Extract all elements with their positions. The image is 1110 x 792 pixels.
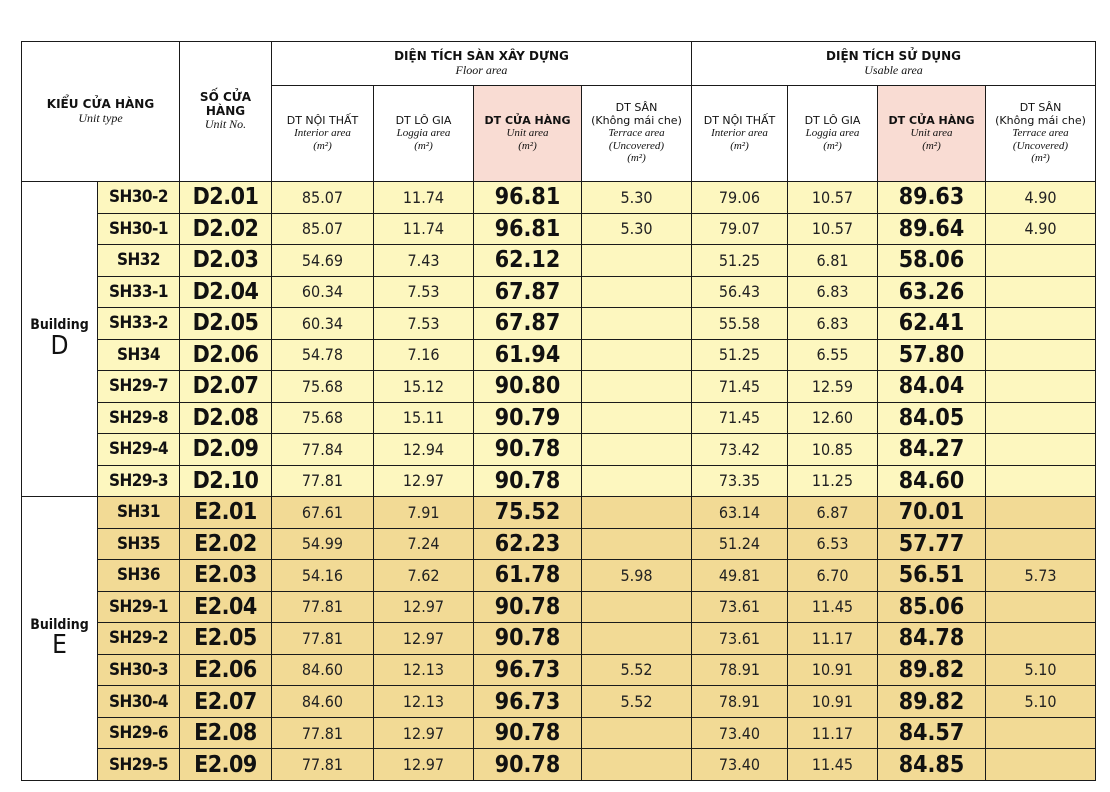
usable-interior-header — [692, 86, 788, 182]
usable-loggia-cell: 12.60 — [788, 402, 878, 434]
unit-type-cell: SH30-2 — [98, 182, 180, 214]
floor-loggia-cell: 12.13 — [374, 686, 474, 718]
usable-terrace-cell — [986, 749, 1096, 781]
floor-unit-area-cell: 61.94 — [474, 339, 582, 371]
col-label-en2: (Uncovered) — [1012, 139, 1069, 152]
unit-no-cell: D2.02 — [180, 213, 272, 245]
usable-unit-area-cell: 58.06 — [878, 245, 986, 277]
usable-unit-area-cell: 63.26 — [878, 276, 986, 308]
table-row — [22, 528, 1096, 560]
unit-no-header — [180, 42, 272, 182]
usable-unit-area-cell: 84.85 — [878, 749, 986, 781]
usable-unit-area-cell: 84.04 — [878, 371, 986, 403]
floor-unit-area-cell: 96.73 — [474, 654, 582, 686]
unit-no-cell: E2.01 — [180, 497, 272, 529]
usable-interior-cell: 63.14 — [692, 497, 788, 529]
floor-interior-cell: 54.69 — [272, 245, 374, 277]
usable-terrace-cell — [986, 371, 1096, 403]
floor-terrace-cell — [582, 623, 692, 655]
floor-interior-header — [272, 86, 374, 182]
usable-loggia-header — [788, 86, 878, 182]
usable-terrace-cell: 5.10 — [986, 686, 1096, 718]
col-label-vi: DT NỘI THẤT — [703, 113, 776, 127]
floor-unit-area-cell: 90.80 — [474, 371, 582, 403]
usable-interior-cell: 73.61 — [692, 591, 788, 623]
unit-no-cell: D2.05 — [180, 308, 272, 340]
floor-area-header — [272, 42, 692, 86]
usable-unit-area-cell: 84.78 — [878, 623, 986, 655]
building-word: Building — [30, 317, 89, 334]
unit-no-cell: D2.03 — [180, 245, 272, 277]
table-row — [22, 276, 1096, 308]
unit-type-cell: SH29-2 — [98, 623, 180, 655]
col-unit: (m²) — [922, 139, 941, 152]
col-label-vi2: (Không mái che) — [591, 113, 682, 127]
floor-terrace-cell — [582, 339, 692, 371]
floor-loggia-cell: 11.74 — [374, 182, 474, 214]
unit-no-cell: E2.09 — [180, 749, 272, 781]
usable-interior-cell: 71.45 — [692, 402, 788, 434]
table-row — [22, 434, 1096, 466]
floor-loggia-cell: 15.12 — [374, 371, 474, 403]
usable-loggia-cell: 11.25 — [788, 465, 878, 497]
unit-type-cell: SH31 — [98, 497, 180, 529]
building-letter: D — [50, 330, 69, 361]
usable-loggia-cell: 10.57 — [788, 182, 878, 214]
usable-terrace-cell: 4.90 — [986, 182, 1096, 214]
unit-type-cell: SH36 — [98, 560, 180, 592]
usable-area-label-en: Usable area — [864, 62, 923, 77]
table-row — [22, 560, 1096, 592]
floor-terrace-cell — [582, 528, 692, 560]
usable-terrace-cell — [986, 623, 1096, 655]
table-row — [22, 497, 1096, 529]
table-row — [22, 465, 1096, 497]
floor-loggia-header — [374, 86, 474, 182]
unit-type-header — [22, 42, 180, 182]
col-label-vi: DT NỘI THẤT — [286, 113, 359, 127]
usable-loggia-cell: 11.45 — [788, 749, 878, 781]
col-label-vi: DT LÔ GIA — [804, 113, 861, 127]
usable-unit-area-cell: 84.27 — [878, 434, 986, 466]
unit-type-cell: SH29-7 — [98, 371, 180, 403]
unit-type-cell: SH30-4 — [98, 686, 180, 718]
usable-interior-cell: 51.25 — [692, 245, 788, 277]
floor-terrace-cell: 5.30 — [582, 182, 692, 214]
usable-terrace-cell: 5.73 — [986, 560, 1096, 592]
floor-loggia-cell: 12.13 — [374, 654, 474, 686]
table-row — [22, 717, 1096, 749]
table-row — [22, 686, 1096, 718]
floor-interior-cell: 77.81 — [272, 465, 374, 497]
floor-terrace-cell — [582, 434, 692, 466]
floor-interior-cell: 54.16 — [272, 560, 374, 592]
floor-terrace-cell — [582, 497, 692, 529]
unit-no-cell: D2.01 — [180, 182, 272, 214]
floor-unit-area-header — [474, 86, 582, 182]
usable-terrace-cell — [986, 402, 1096, 434]
floor-loggia-cell: 7.43 — [374, 245, 474, 277]
col-label-vi: DT SÂN — [615, 100, 658, 114]
usable-interior-cell: 73.35 — [692, 465, 788, 497]
floor-interior-cell: 54.78 — [272, 339, 374, 371]
floor-unit-area-cell: 90.78 — [474, 623, 582, 655]
col-unit: (m²) — [313, 139, 332, 152]
floor-unit-area-cell: 90.78 — [474, 591, 582, 623]
floor-loggia-cell: 15.11 — [374, 402, 474, 434]
usable-terrace-cell — [986, 276, 1096, 308]
unit-type-cell: SH34 — [98, 339, 180, 371]
unit-no-cell: E2.05 — [180, 623, 272, 655]
usable-terrace-cell: 4.90 — [986, 213, 1096, 245]
usable-unit-area-cell: 84.60 — [878, 465, 986, 497]
floor-interior-cell: 77.81 — [272, 717, 374, 749]
unit-no-cell: D2.10 — [180, 465, 272, 497]
col-label-en: Interior area — [294, 127, 351, 140]
unit-type-cell: SH32 — [98, 245, 180, 277]
unit-no-cell: E2.07 — [180, 686, 272, 718]
usable-unit-area-cell: 84.05 — [878, 402, 986, 434]
usable-interior-cell: 73.40 — [692, 749, 788, 781]
unit-type-cell: SH29-1 — [98, 591, 180, 623]
unit-no-label-en: Unit No. — [204, 117, 247, 132]
usable-loggia-cell: 10.85 — [788, 434, 878, 466]
floor-loggia-cell: 12.97 — [374, 749, 474, 781]
floor-area-label-en: Floor area — [455, 62, 508, 77]
floor-unit-area-cell: 61.78 — [474, 560, 582, 592]
usable-terrace-cell — [986, 528, 1096, 560]
unit-type-cell: SH29-6 — [98, 717, 180, 749]
unit-no-cell: E2.08 — [180, 717, 272, 749]
table-row — [22, 623, 1096, 655]
col-unit: (m²) — [1031, 152, 1050, 165]
unit-type-cell: SH30-1 — [98, 213, 180, 245]
floor-interior-cell: 77.84 — [272, 434, 374, 466]
unit-type-label-vi: KIỂU CỬA HÀNG — [46, 96, 155, 111]
floor-interior-cell: 84.60 — [272, 686, 374, 718]
floor-interior-cell: 75.68 — [272, 371, 374, 403]
floor-terrace-cell — [582, 749, 692, 781]
col-label-en: Terrace area — [1012, 127, 1069, 140]
usable-loggia-cell: 6.81 — [788, 245, 878, 277]
floor-terrace-cell — [582, 465, 692, 497]
floor-terrace-cell: 5.52 — [582, 686, 692, 718]
floor-terrace-cell — [582, 371, 692, 403]
unit-type-cell: SH30-3 — [98, 654, 180, 686]
table-row — [22, 402, 1096, 434]
floor-interior-cell: 54.99 — [272, 528, 374, 560]
usable-unit-area-cell: 57.77 — [878, 528, 986, 560]
unit-no-cell: E2.06 — [180, 654, 272, 686]
floor-loggia-cell: 7.53 — [374, 308, 474, 340]
floor-terrace-cell — [582, 276, 692, 308]
table-row — [22, 749, 1096, 781]
floor-unit-area-cell: 90.78 — [474, 717, 582, 749]
usable-unit-area-cell: 89.63 — [878, 182, 986, 214]
unit-type-cell: SH29-8 — [98, 402, 180, 434]
floor-loggia-cell: 7.16 — [374, 339, 474, 371]
floor-loggia-cell: 7.62 — [374, 560, 474, 592]
unit-no-cell: D2.06 — [180, 339, 272, 371]
floor-unit-area-cell: 90.78 — [474, 465, 582, 497]
usable-interior-cell: 51.25 — [692, 339, 788, 371]
unit-type-cell: SH33-2 — [98, 308, 180, 340]
floor-unit-area-cell: 75.52 — [474, 497, 582, 529]
col-label-vi: DT CỬA HÀNG — [484, 113, 571, 127]
col-unit: (m²) — [414, 139, 433, 152]
usable-unit-area-cell: 85.06 — [878, 591, 986, 623]
col-unit: (m²) — [627, 152, 646, 165]
usable-terrace-cell — [986, 717, 1096, 749]
col-label-en: Loggia area — [805, 127, 860, 140]
col-label-en: Unit area — [506, 127, 549, 140]
floor-unit-area-cell: 62.12 — [474, 245, 582, 277]
unit-no-cell: D2.08 — [180, 402, 272, 434]
col-label-vi: DT CỬA HÀNG — [888, 113, 975, 127]
usable-unit-area-cell: 56.51 — [878, 560, 986, 592]
usable-loggia-cell: 6.87 — [788, 497, 878, 529]
floor-unit-area-cell: 96.81 — [474, 213, 582, 245]
usable-interior-cell: 51.24 — [692, 528, 788, 560]
floor-loggia-cell: 11.74 — [374, 213, 474, 245]
col-label-vi: DT LÔ GIA — [395, 113, 452, 127]
table-body — [22, 182, 1096, 781]
col-label-en: Loggia area — [396, 127, 451, 140]
col-label-en: Terrace area — [608, 127, 665, 140]
floor-terrace-cell — [582, 717, 692, 749]
area-table — [21, 41, 1096, 781]
usable-terrace-cell — [986, 434, 1096, 466]
usable-interior-cell: 56.43 — [692, 276, 788, 308]
col-label-en2: (Uncovered) — [608, 139, 665, 152]
building-label — [22, 182, 98, 497]
floor-interior-cell: 84.60 — [272, 654, 374, 686]
usable-loggia-cell: 10.91 — [788, 686, 878, 718]
usable-terrace-cell — [986, 339, 1096, 371]
floor-unit-area-cell: 67.87 — [474, 276, 582, 308]
usable-loggia-cell: 11.17 — [788, 717, 878, 749]
floor-loggia-cell: 7.53 — [374, 276, 474, 308]
table-row — [22, 182, 1096, 214]
floor-unit-area-cell: 96.73 — [474, 686, 582, 718]
floor-unit-area-cell: 90.79 — [474, 402, 582, 434]
unit-no-cell: D2.07 — [180, 371, 272, 403]
floor-interior-cell: 77.81 — [272, 623, 374, 655]
floor-interior-cell: 60.34 — [272, 308, 374, 340]
floor-interior-cell: 77.81 — [272, 749, 374, 781]
floor-unit-area-cell: 67.87 — [474, 308, 582, 340]
usable-interior-cell: 73.61 — [692, 623, 788, 655]
floor-loggia-cell: 7.24 — [374, 528, 474, 560]
usable-terrace-header — [986, 86, 1096, 182]
usable-interior-cell: 78.91 — [692, 686, 788, 718]
usable-terrace-cell — [986, 497, 1096, 529]
usable-loggia-cell: 6.53 — [788, 528, 878, 560]
floor-unit-area-cell: 62.23 — [474, 528, 582, 560]
col-label-vi: DT SÂN — [1019, 100, 1062, 114]
floor-terrace-cell — [582, 402, 692, 434]
floor-interior-cell: 67.61 — [272, 497, 374, 529]
usable-area-label-vi: DIỆN TÍCH SỬ DỤNG — [826, 48, 961, 63]
usable-unit-area-cell: 89.82 — [878, 686, 986, 718]
usable-terrace-cell — [986, 245, 1096, 277]
floor-terrace-cell — [582, 245, 692, 277]
usable-terrace-cell: 5.10 — [986, 654, 1096, 686]
usable-unit-area-cell: 89.64 — [878, 213, 986, 245]
usable-interior-cell: 79.06 — [692, 182, 788, 214]
usable-loggia-cell: 6.83 — [788, 276, 878, 308]
floor-interior-cell: 75.68 — [272, 402, 374, 434]
usable-area-header — [692, 42, 1096, 86]
floor-terrace-cell — [582, 308, 692, 340]
floor-loggia-cell: 7.91 — [374, 497, 474, 529]
unit-no-cell: E2.04 — [180, 591, 272, 623]
floor-unit-area-cell: 96.81 — [474, 182, 582, 214]
usable-interior-cell: 71.45 — [692, 371, 788, 403]
floor-interior-cell: 85.07 — [272, 182, 374, 214]
table-row — [22, 654, 1096, 686]
floor-loggia-cell: 12.97 — [374, 717, 474, 749]
usable-loggia-cell: 10.57 — [788, 213, 878, 245]
floor-interior-cell: 85.07 — [272, 213, 374, 245]
floor-interior-cell: 77.81 — [272, 591, 374, 623]
table-row — [22, 213, 1096, 245]
floor-terrace-header — [582, 86, 692, 182]
usable-terrace-cell — [986, 465, 1096, 497]
table-row — [22, 245, 1096, 277]
unit-type-cell: SH35 — [98, 528, 180, 560]
floor-terrace-cell: 5.52 — [582, 654, 692, 686]
unit-no-label-vi: SỐ CỬA HÀNG — [199, 89, 252, 118]
building-word: Building — [30, 616, 89, 633]
usable-loggia-cell: 6.83 — [788, 308, 878, 340]
floor-interior-cell: 60.34 — [272, 276, 374, 308]
table-header — [22, 42, 1096, 182]
usable-interior-cell: 79.07 — [692, 213, 788, 245]
floor-terrace-cell: 5.30 — [582, 213, 692, 245]
col-unit: (m²) — [518, 139, 537, 152]
building-label — [22, 497, 98, 781]
usable-interior-cell: 78.91 — [692, 654, 788, 686]
floor-loggia-cell: 12.97 — [374, 591, 474, 623]
floor-loggia-cell: 12.97 — [374, 465, 474, 497]
col-unit: (m²) — [730, 139, 749, 152]
col-label-vi2: (Không mái che) — [995, 113, 1086, 127]
usable-terrace-cell — [986, 308, 1096, 340]
usable-loggia-cell: 12.59 — [788, 371, 878, 403]
unit-no-cell: E2.02 — [180, 528, 272, 560]
unit-type-cell: SH29-4 — [98, 434, 180, 466]
unit-type-cell: SH29-3 — [98, 465, 180, 497]
usable-loggia-cell: 11.17 — [788, 623, 878, 655]
floor-loggia-cell: 12.97 — [374, 623, 474, 655]
usable-loggia-cell: 11.45 — [788, 591, 878, 623]
usable-loggia-cell: 10.91 — [788, 654, 878, 686]
table-row — [22, 308, 1096, 340]
usable-unit-area-cell: 89.82 — [878, 654, 986, 686]
floor-unit-area-cell: 90.78 — [474, 434, 582, 466]
unit-no-cell: D2.09 — [180, 434, 272, 466]
floor-area-label-vi: DIỆN TÍCH SÀN XÂY DỰNG — [394, 48, 569, 63]
table-row — [22, 591, 1096, 623]
floor-terrace-cell — [582, 591, 692, 623]
floor-unit-area-cell: 90.78 — [474, 749, 582, 781]
unit-no-cell: E2.03 — [180, 560, 272, 592]
usable-unit-area-cell: 70.01 — [878, 497, 986, 529]
usable-loggia-cell: 6.70 — [788, 560, 878, 592]
floor-loggia-cell: 12.94 — [374, 434, 474, 466]
usable-interior-cell: 73.42 — [692, 434, 788, 466]
unit-no-cell: D2.04 — [180, 276, 272, 308]
usable-interior-cell: 49.81 — [692, 560, 788, 592]
usable-unit-area-cell: 84.57 — [878, 717, 986, 749]
col-unit: (m²) — [823, 139, 842, 152]
unit-type-label-en: Unit type — [78, 110, 123, 125]
usable-unit-area-cell: 57.80 — [878, 339, 986, 371]
usable-unit-area-header — [878, 86, 986, 182]
table-row — [22, 339, 1096, 371]
building-letter: E — [52, 630, 67, 661]
floor-terrace-cell: 5.98 — [582, 560, 692, 592]
usable-interior-cell: 55.58 — [692, 308, 788, 340]
usable-loggia-cell: 6.55 — [788, 339, 878, 371]
col-label-en: Unit area — [910, 127, 953, 140]
usable-terrace-cell — [986, 591, 1096, 623]
usable-unit-area-cell: 62.41 — [878, 308, 986, 340]
usable-interior-cell: 73.40 — [692, 717, 788, 749]
table-row — [22, 371, 1096, 403]
unit-type-cell: SH29-5 — [98, 749, 180, 781]
unit-type-cell: SH33-1 — [98, 276, 180, 308]
col-label-en: Interior area — [711, 127, 768, 140]
